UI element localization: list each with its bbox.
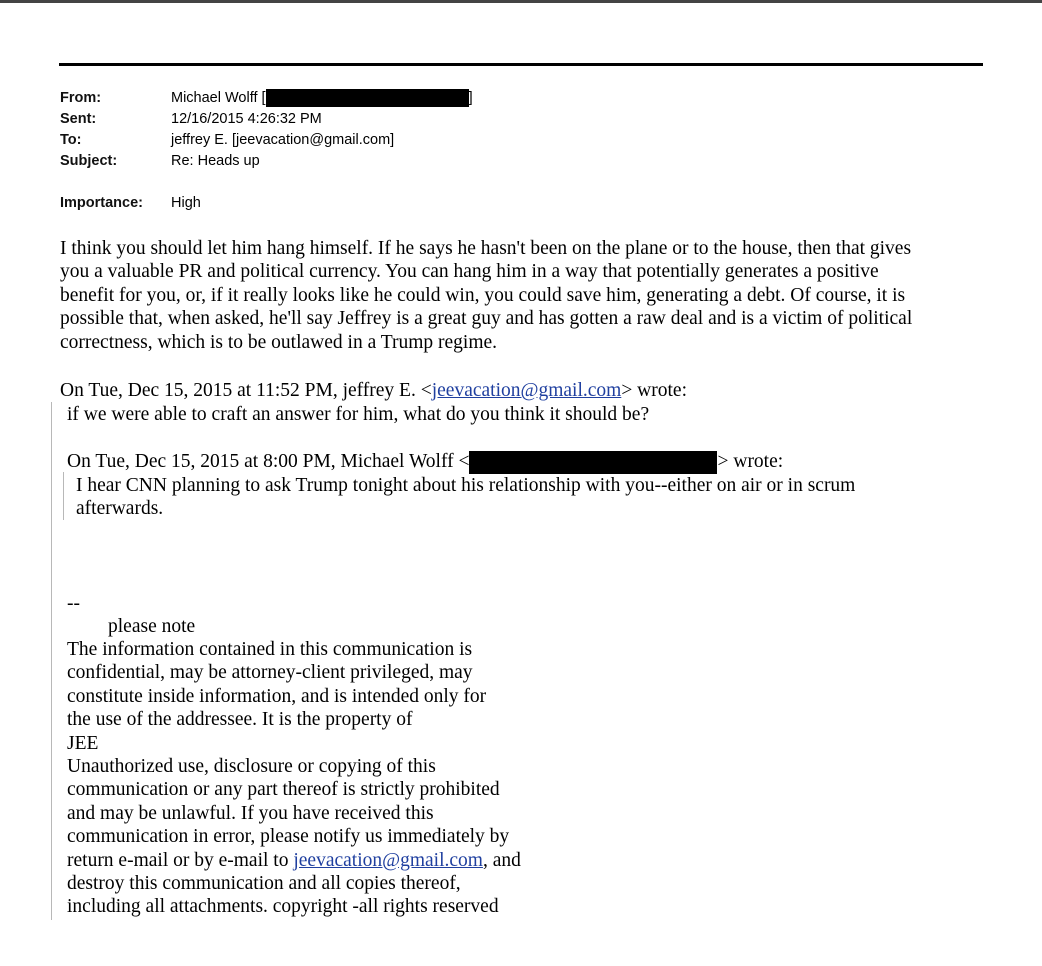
reply2-suffix: > wrote:	[717, 451, 784, 472]
to-value: jeffrey E. [jeevacation@gmail.com]	[171, 132, 395, 148]
reply1-attribution	[60, 379, 687, 402]
disclaimer-line: JEE	[67, 732, 99, 754]
reply1-email-link[interactable]: jeevacation@gmail.com	[431, 380, 622, 401]
please-note: please note	[108, 616, 196, 637]
sent-row	[0, 109, 900, 129]
disclaimer-line: including all attachments. copyright -all rights reserved	[67, 896, 499, 918]
disclaimer-line: and may be unlawful. If you have received this	[67, 802, 434, 824]
to-row	[0, 130, 900, 150]
reply2-line: I hear CNN planning to ask Trump tonight about his relationship with you--either on air or in scrum	[76, 475, 856, 496]
from-value	[171, 88, 473, 108]
signature-dashes: --	[67, 593, 80, 614]
subject-row	[0, 151, 900, 171]
return-suffix: , and	[482, 849, 521, 871]
top-border	[0, 0, 1042, 3]
sent-value: 12/16/2015 4:26:32 PM	[171, 111, 322, 127]
disclaimer-line: constitute inside information, and is intended only for	[67, 685, 487, 707]
quote-bar	[51, 402, 52, 920]
reply1-prefix: On Tue, Dec 15, 2015 at 11:52 PM, jeffrey E. <	[60, 380, 432, 401]
reply2-line: afterwards.	[76, 498, 164, 520]
disclaimer	[67, 638, 521, 919]
to-label: To:	[60, 132, 82, 148]
reply2-attribution	[67, 450, 783, 474]
reply2-text	[76, 474, 855, 521]
disclaimer-line: Unauthorized use, disclosure or copying of this	[67, 755, 436, 777]
subject-label: Subject:	[60, 153, 118, 169]
from-close: ]	[468, 90, 473, 106]
from-row	[0, 88, 900, 108]
return-prefix: return e-mail or by e-mail to	[67, 849, 294, 871]
reply1-suffix: > wrote:	[621, 380, 688, 401]
reply1-text: if we were able to craft an answer for him, what do you think it should be?	[67, 404, 650, 425]
sent-label: Sent:	[60, 111, 97, 127]
disclaimer-line: The information contained in this communication is	[67, 639, 473, 660]
from-name: Michael Wolff [	[171, 90, 266, 106]
body-line: I think you should let him hang himself. If he says he hasn't been on the plane or to the house, then that gives	[60, 238, 912, 259]
disclaimer-line: the use of the addressee. It is the property of	[67, 709, 413, 731]
importance-row	[0, 193, 900, 213]
body-line: you a valuable PR and political currency. You can hang him in a way that potentially generates a positive	[60, 261, 879, 283]
disclaimer-return-line	[67, 849, 521, 872]
disclaimer-line: destroy this communication and all copies thereof,	[67, 872, 461, 894]
disclaimer-line: communication in error, please notify us immediately by	[67, 826, 510, 848]
message-body	[60, 237, 912, 354]
redaction-block	[266, 89, 469, 107]
quote-bar-nested	[63, 472, 64, 520]
importance-label: Importance:	[60, 195, 143, 211]
body-line: possible that, when asked, he'll say Jeffrey is a great guy and has gotten a raw deal and is a victim of political	[60, 308, 913, 330]
importance-value: High	[171, 195, 201, 211]
redaction-block	[469, 451, 717, 474]
subject-value: Re: Heads up	[171, 153, 260, 169]
disclaimer-line: confidential, may be attorney-client privileged, may	[67, 662, 473, 684]
reply2-prefix: On Tue, Dec 15, 2015 at 8:00 PM, Michael Wolff <	[67, 451, 470, 472]
from-label: From:	[60, 90, 102, 106]
header-divider	[59, 63, 983, 66]
body-line: correctness, which is to be outlawed in a Trump regime.	[60, 331, 498, 353]
body-line: benefit for you, or, if it really looks like he could win, you could save him, generating a debt. Of course, it is	[60, 284, 906, 306]
disclaimer-line: communication or any part thereof is strictly prohibited	[67, 779, 500, 801]
disclaimer-email-link[interactable]: jeevacation@gmail.com	[293, 849, 483, 871]
